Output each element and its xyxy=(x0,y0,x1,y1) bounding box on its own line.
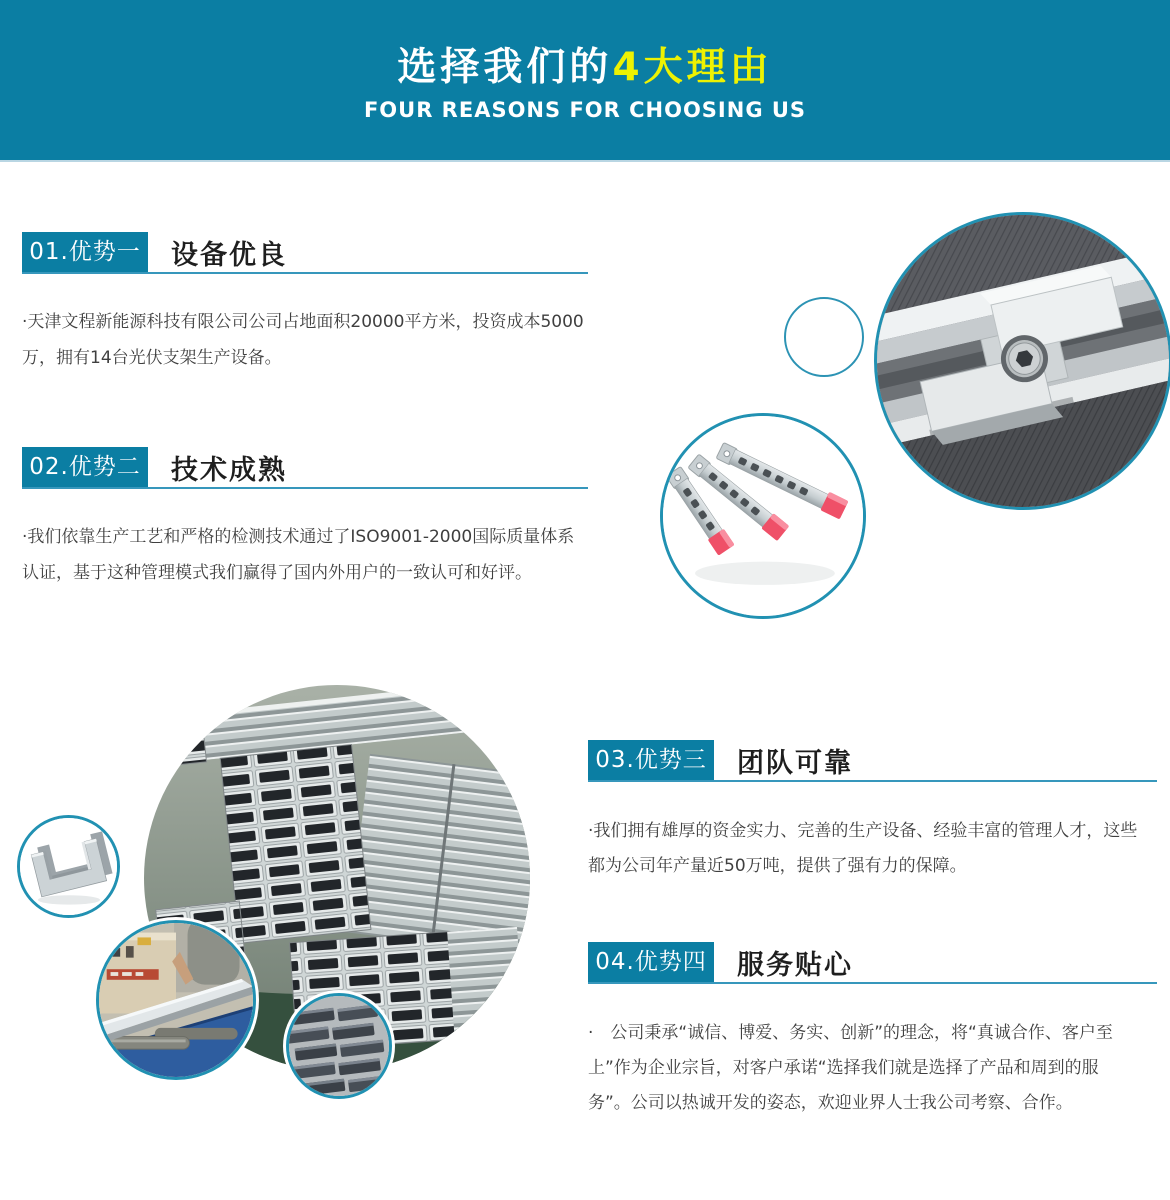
section-body xyxy=(588,1016,1157,1121)
factory-machine-illustration xyxy=(99,923,253,1077)
section-body-line: 认证，基于这种管理模式我们赢得了国内外用户的一致认可和好评。 xyxy=(22,563,532,583)
section-body-line: 上”作为企业宗旨，对客户承诺“选择我们就是选择了产品和周到的服 xyxy=(588,1058,1099,1078)
photo-u-channel xyxy=(17,815,120,918)
section-title: 技术成熟 xyxy=(171,454,287,486)
header-banner xyxy=(0,0,1170,162)
page-title-main: 选择我们的 xyxy=(397,45,613,90)
brackets-illustration xyxy=(663,416,863,616)
section-body-line: · 公司秉承“诚信、博爱、务实、创新”的理念，将“真诚合作、客户至 xyxy=(588,1023,1113,1043)
photo-factory-machine xyxy=(96,920,256,1080)
section-body-line: ·我们拥有雄厚的资金实力、完善的生产设备、经验丰富的管理人才，这些 xyxy=(588,821,1138,841)
section-badge: 01.优势一 xyxy=(22,232,148,272)
advantage-section-4 xyxy=(588,942,1157,1121)
section-header xyxy=(588,740,1157,782)
section-badge: 02.优势二 xyxy=(22,447,148,487)
section-body-line: 万，拥有14台光伏支架生产设备。 xyxy=(22,348,282,368)
page-title xyxy=(0,0,1170,89)
section-body-line: ·天津文程新能源科技有限公司公司占地面积20000平方米，投资成本5000 xyxy=(22,312,584,332)
advantage-section-3 xyxy=(588,740,1157,884)
solar-clamp-illustration xyxy=(877,215,1169,507)
page-subtitle: FOUR REASONS FOR CHOOSING US xyxy=(363,98,807,122)
section-title: 服务贴心 xyxy=(737,949,853,981)
photo-solar-clamp xyxy=(874,212,1170,510)
section-body-line: 务”。公司以热诚开发的姿态，欢迎业界人士我公司考察、合作。 xyxy=(588,1093,1073,1113)
dark-steel-illustration xyxy=(289,996,389,1096)
section-title: 团队可靠 xyxy=(737,747,853,779)
advantage-section-1 xyxy=(22,232,588,376)
section-body-line: 都为公司年产量近50万吨，提供了强有力的保障。 xyxy=(588,856,967,876)
photo-brackets xyxy=(660,413,866,619)
section-body xyxy=(22,304,588,376)
section-title: 设备优良 xyxy=(171,239,287,271)
section-header xyxy=(588,942,1157,984)
section-header xyxy=(22,232,588,274)
photo-dark-steel xyxy=(286,993,392,1099)
page-title-highlight: 4大理由 xyxy=(612,45,773,90)
section-badge: 03.优势三 xyxy=(588,740,714,780)
section-body xyxy=(588,814,1157,884)
advantage-section-2 xyxy=(22,447,588,591)
section-badge: 04.优势四 xyxy=(588,942,714,982)
section-body-line: ·我们依靠生产工艺和严格的检测技术通过了ISO9001-2000国际质量体系 xyxy=(22,527,575,547)
section-body xyxy=(22,519,588,591)
decorative-circle-outline xyxy=(784,297,864,377)
u-channel-illustration xyxy=(20,818,117,915)
section-header xyxy=(22,447,588,489)
